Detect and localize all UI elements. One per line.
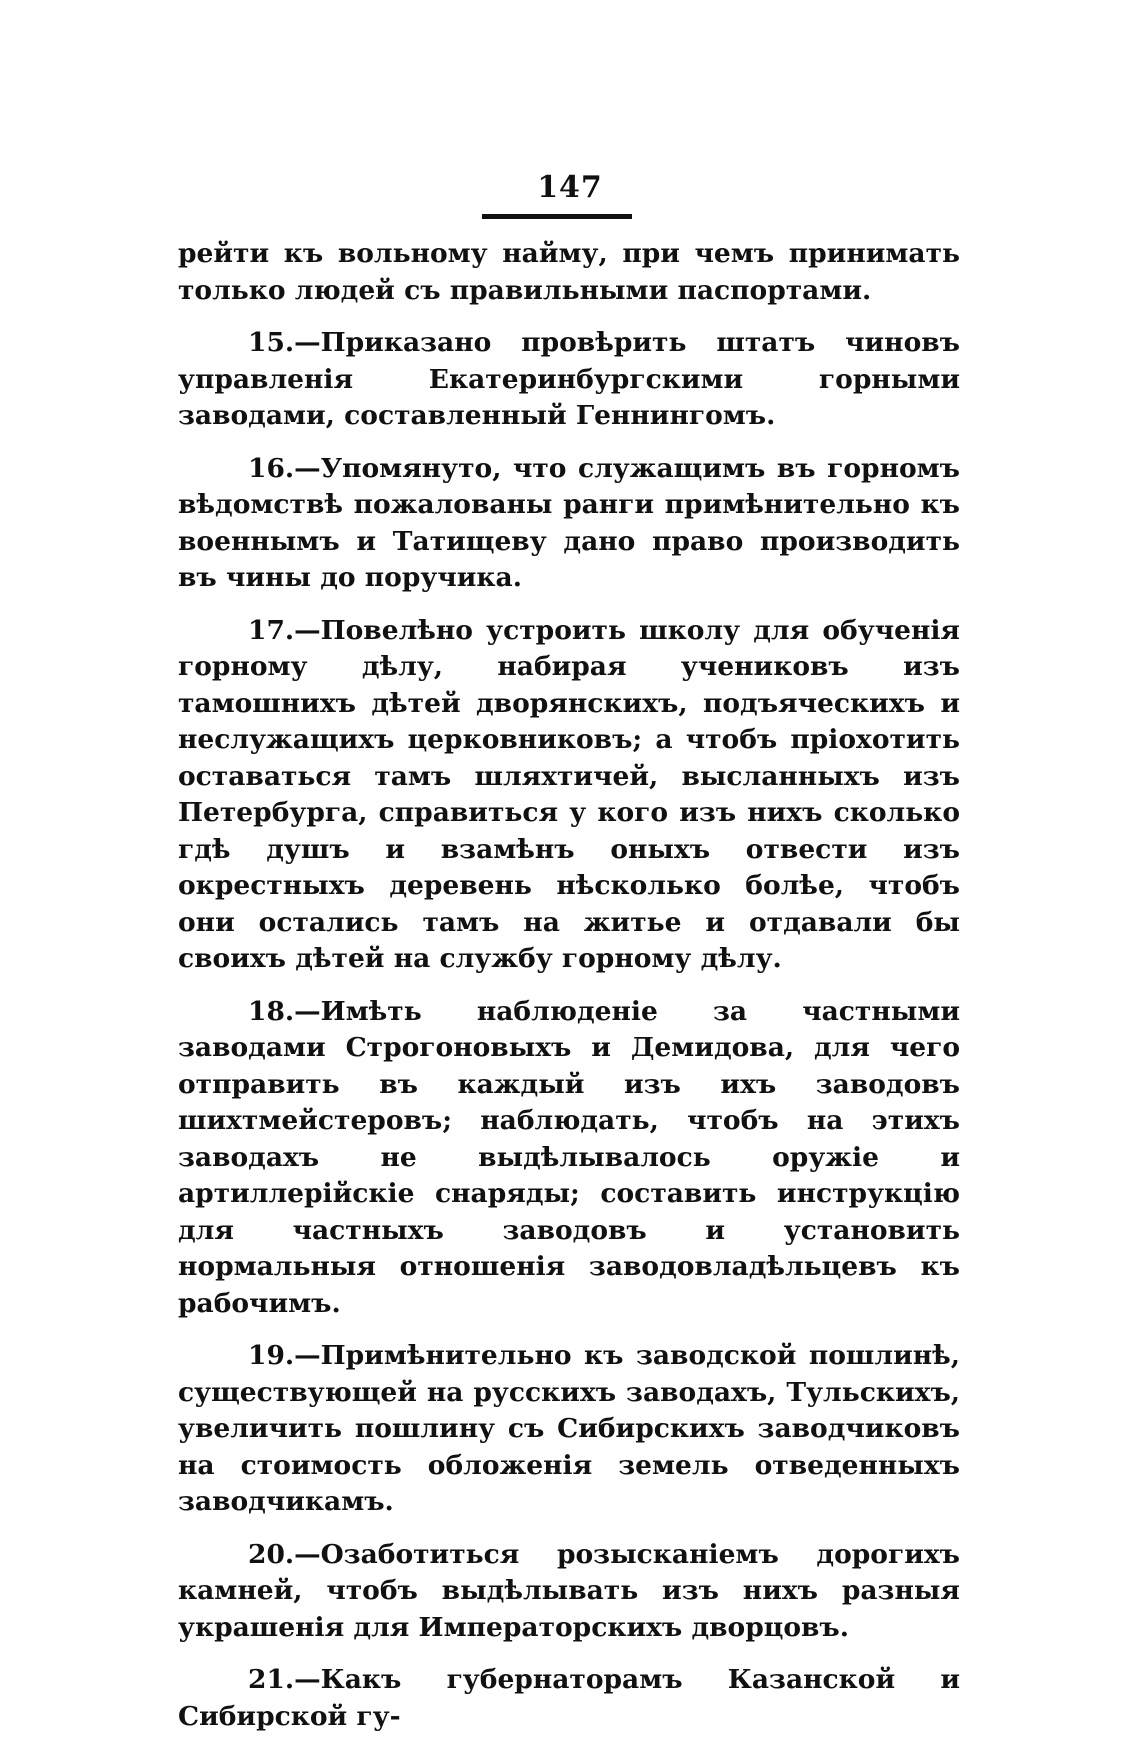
body-text	[178, 236, 960, 1735]
paragraph-item-17: 17.—Повелѣно устроить школу для обученія горному дѣлу, набирая учениковъ изъ тамошнихъ дѣтей дворянскихъ, подъяческихъ и неслужащихъ церковниковъ; а чтобъ пріохотить оставаться тамъ шляхтичей, высланныхъ изъ Петербурга, справиться у кого изъ нихъ сколько гдѣ душъ и взамѣнъ оныхъ отвести изъ окрестныхъ деревень нѣсколько болѣе, чтобъ они остались тамъ на житье и отдавали бы своихъ дѣтей на службу горному дѣлу.	[178, 614, 960, 974]
paragraph-item-21: 21.—Какъ губернаторамъ Казанской и Сибирской гу-	[178, 1664, 960, 1732]
paragraph-item-20: 20.—Озаботиться розысканіемъ дорогихъ камней, чтобъ выдѣлывать изъ нихъ разныя украшенія для Императорскихъ дворцовъ.	[178, 1538, 960, 1643]
header-rule	[482, 214, 632, 219]
paragraph-continuation: рейти къ вольному найму, при чемъ принимать только людей съ правильными паспортами.	[178, 238, 960, 306]
paragraph-item-19: 19.—Примѣнительно къ заводской пошлинѣ, существующей на русскихъ заводахъ, Тульскихъ, увеличить пошлину съ Сибирскихъ заводчиковъ на стоимость обложенія земель отведенныхъ заводчикамъ.	[178, 1340, 960, 1517]
page-number: 147	[537, 170, 603, 205]
paragraph-item-16: 16.—Упомянуто, что служащимъ въ горномъ вѣдомствѣ пожалованы ранги примѣнительно къ военнымъ и Татищеву дано право производить въ чины до поручика.	[178, 452, 960, 593]
paragraph-item-18: 18.—Имѣть наблюденіе за частными заводами Строгоновыхъ и Демидова, для чего отправить въ каждый изъ ихъ заводовъ шихтмейстеровъ; наблюдать, чтобъ на этихъ заводахъ не выдѣлывалось оружіе и артиллерійскіе снаряды; составить инструкцію для частныхъ заводовъ и установить нормальныя отношенія заводовладѣльцевъ къ рабочимъ.	[178, 995, 960, 1319]
paragraph-item-15: 15.—Приказано провѣрить штатъ чиновъ управленія Екатеринбургскими горными заводами, составленный Геннингомъ.	[178, 327, 960, 431]
